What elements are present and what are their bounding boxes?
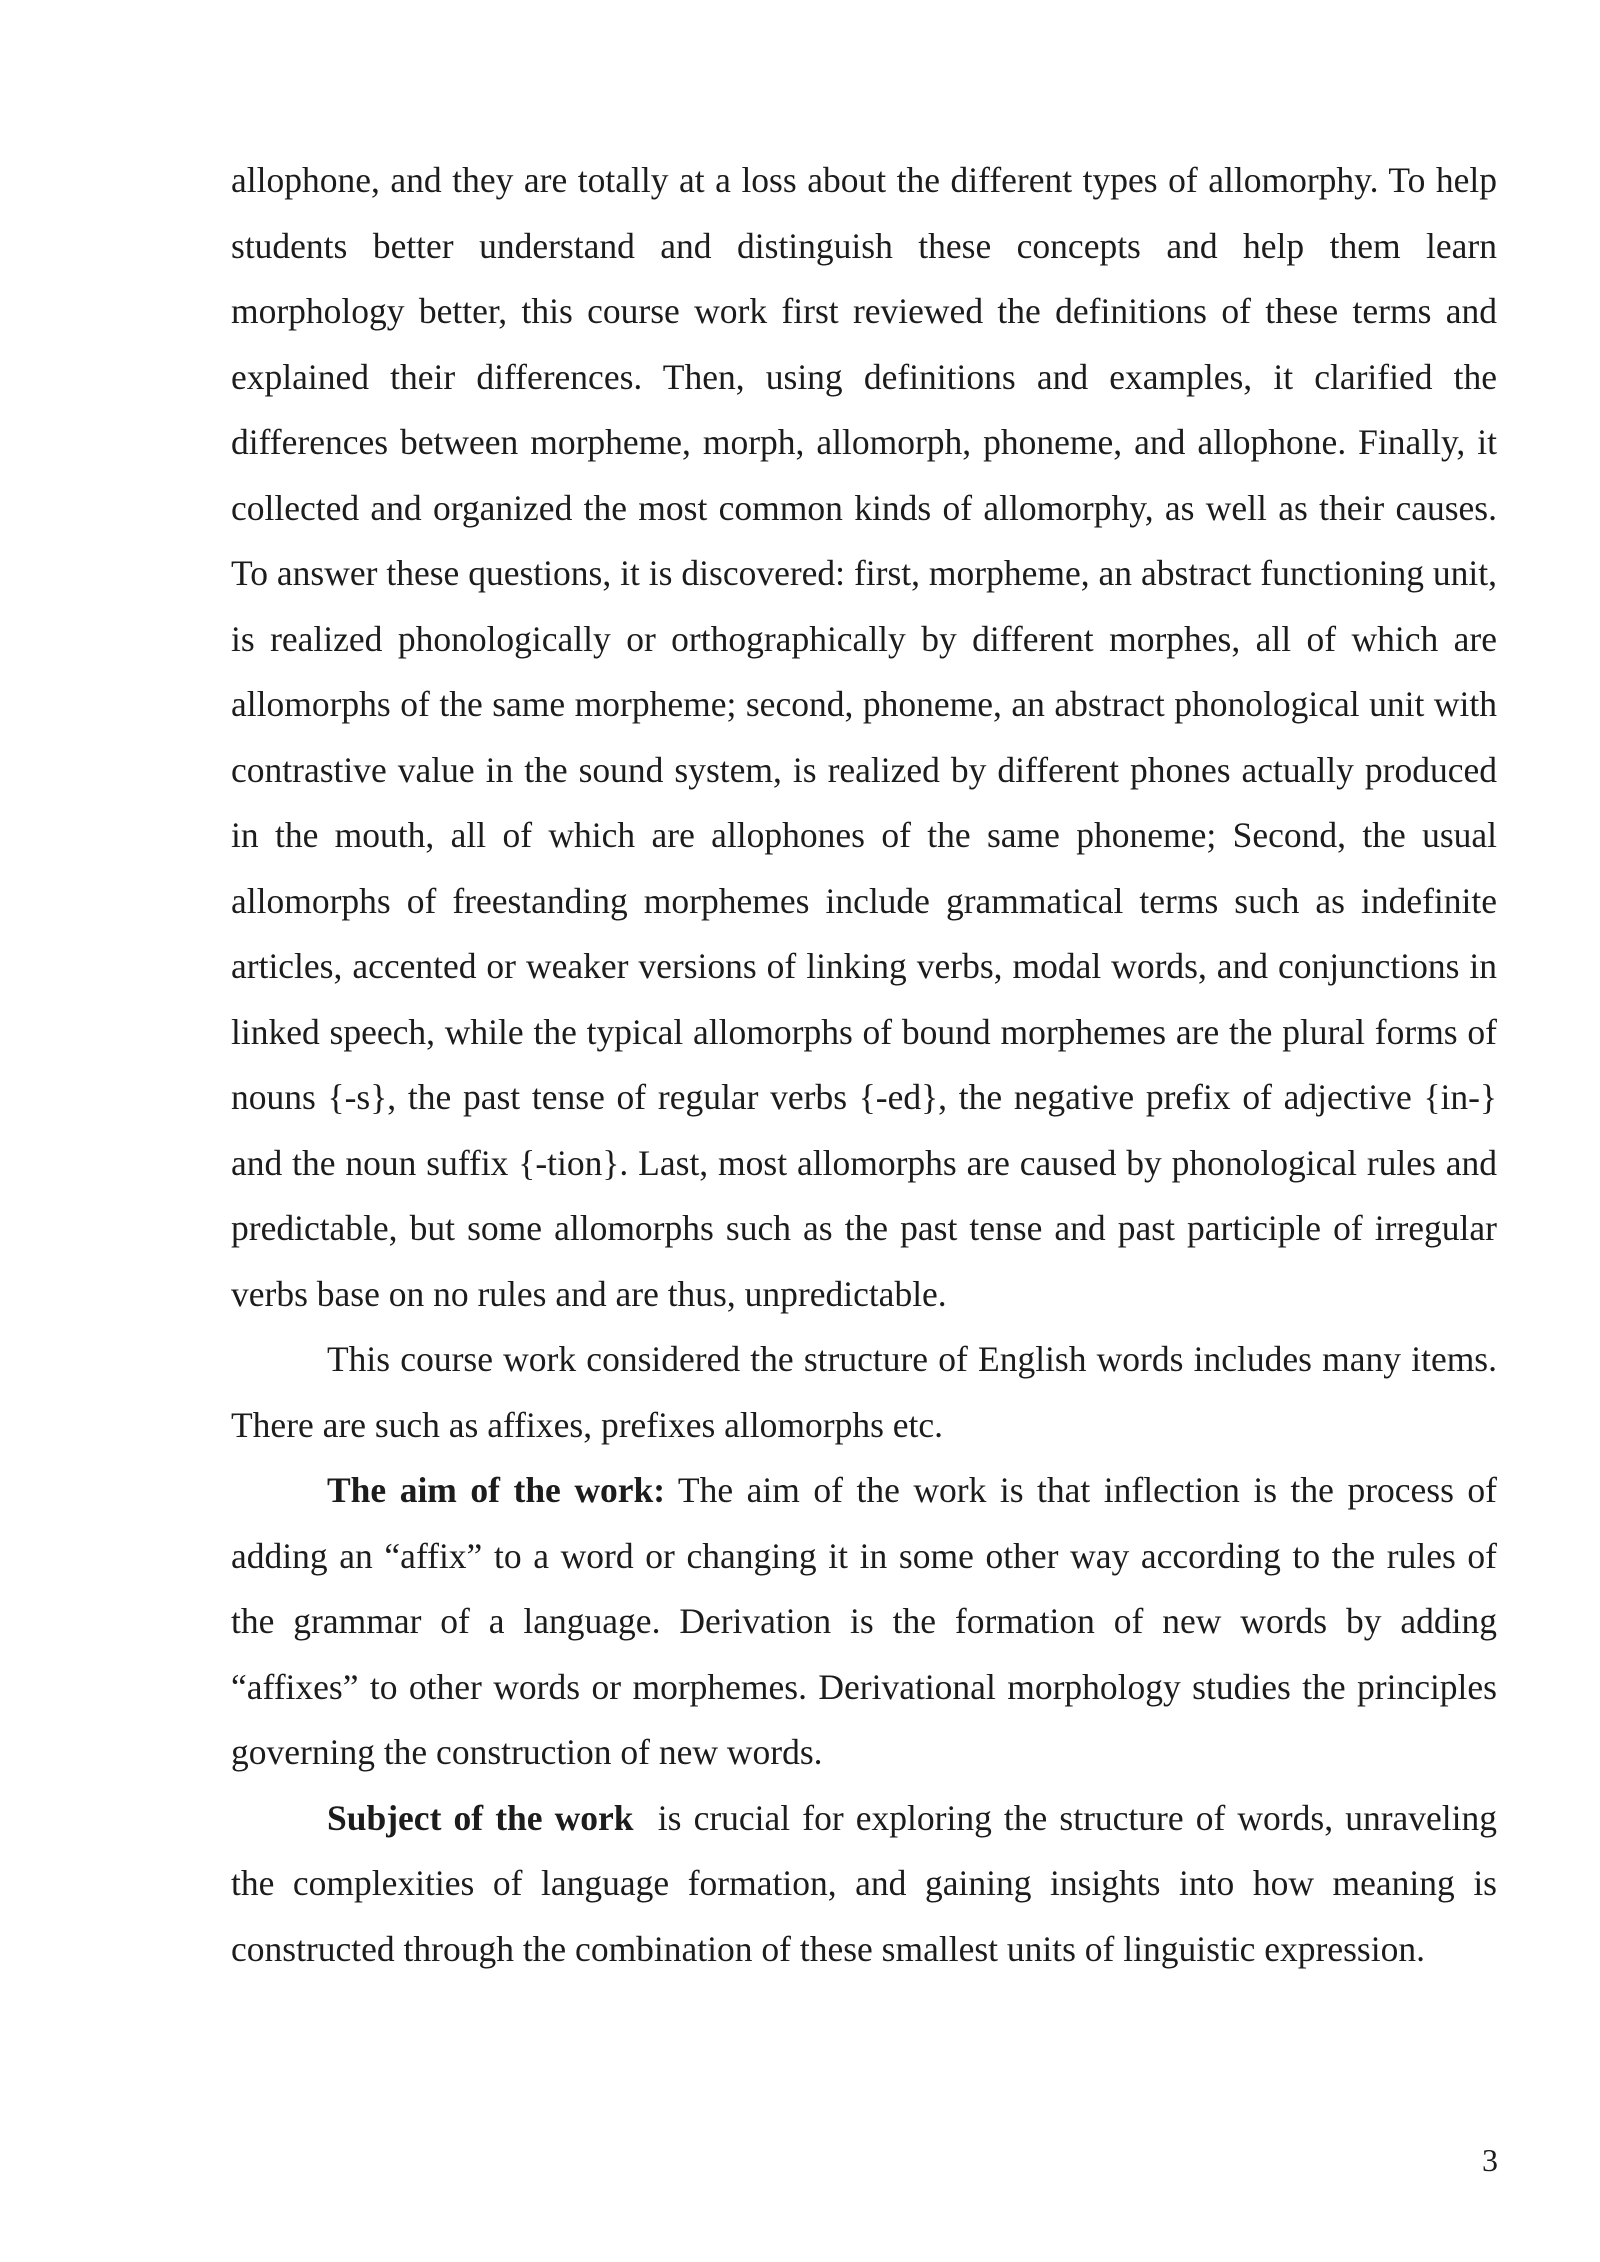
aim-text: The aim of the work is that inflection is the process of adding an “affix” to a word or changing it in some other way according to the rules of the grammar of a language. Derivation is the formation of new words by adding “affixes” to other words or morphemes. Derivational morphology studies the principles governing the construction of new words. xyxy=(231,1470,1497,1772)
aim-heading: The aim of the work: xyxy=(327,1470,666,1510)
page-number: 3 xyxy=(1482,2142,1498,2178)
subject-text: is crucial for exploring the structure of words, unraveling the complexities of language formation, and gaining insights into how meaning is constructed through the combination of these smallest units of linguistic expression. xyxy=(231,1797,1506,1969)
body-text xyxy=(231,148,1506,1982)
paragraph-subject xyxy=(231,1786,1506,1983)
subject-heading: Subject of the work xyxy=(327,1797,634,1838)
paragraph-aim xyxy=(231,1458,1497,1786)
paragraph-structure-items: This course work considered the structure of English words includes many items. There are such as affixes, prefixes allomorphs etc. xyxy=(231,1339,1497,1445)
paragraph-allomorphy-summary: allophone, and they are totally at a loss about the different types of allomorphy. To help students better understand and distinguish these concepts and help them learn morphology better, this course work first reviewed the definitions of these terms and explained their differences. Then, using definitions and examples, it clarified the differences between morpheme, morph, allomorph, phoneme, and allophone. Finally, it collected and organized the most common kinds of allomorphy, as well as their causes. To answer these questions, it is discovered: first, morpheme, an abstract functioning unit, is realized phonologically or orthographically by different morphes, all of which are allomorphs of the same morpheme; second, phoneme, an abstract phonological unit with contrastive value in the sound system, is realized by different phones actually produced in the mouth, all of which are allophones of the same phoneme; Second, the usual allomorphs of freestanding morphemes include grammatical terms such as indefinite articles, accented or weaker versions of linking verbs, modal words, and conjunctions in linked speech, while the typical allomorphs of bound morphemes are the plural forms of nouns {-s}, the past tense of regular verbs {-ed}, the negative prefix of adjective {in-} and the noun suffix {-tion}. Last, most allomorphs are caused by phonological rules and predictable, but some allomorphs such as the past tense and past participle of irregular verbs base on no rules and are thus, unpredictable. xyxy=(231,160,1497,1314)
